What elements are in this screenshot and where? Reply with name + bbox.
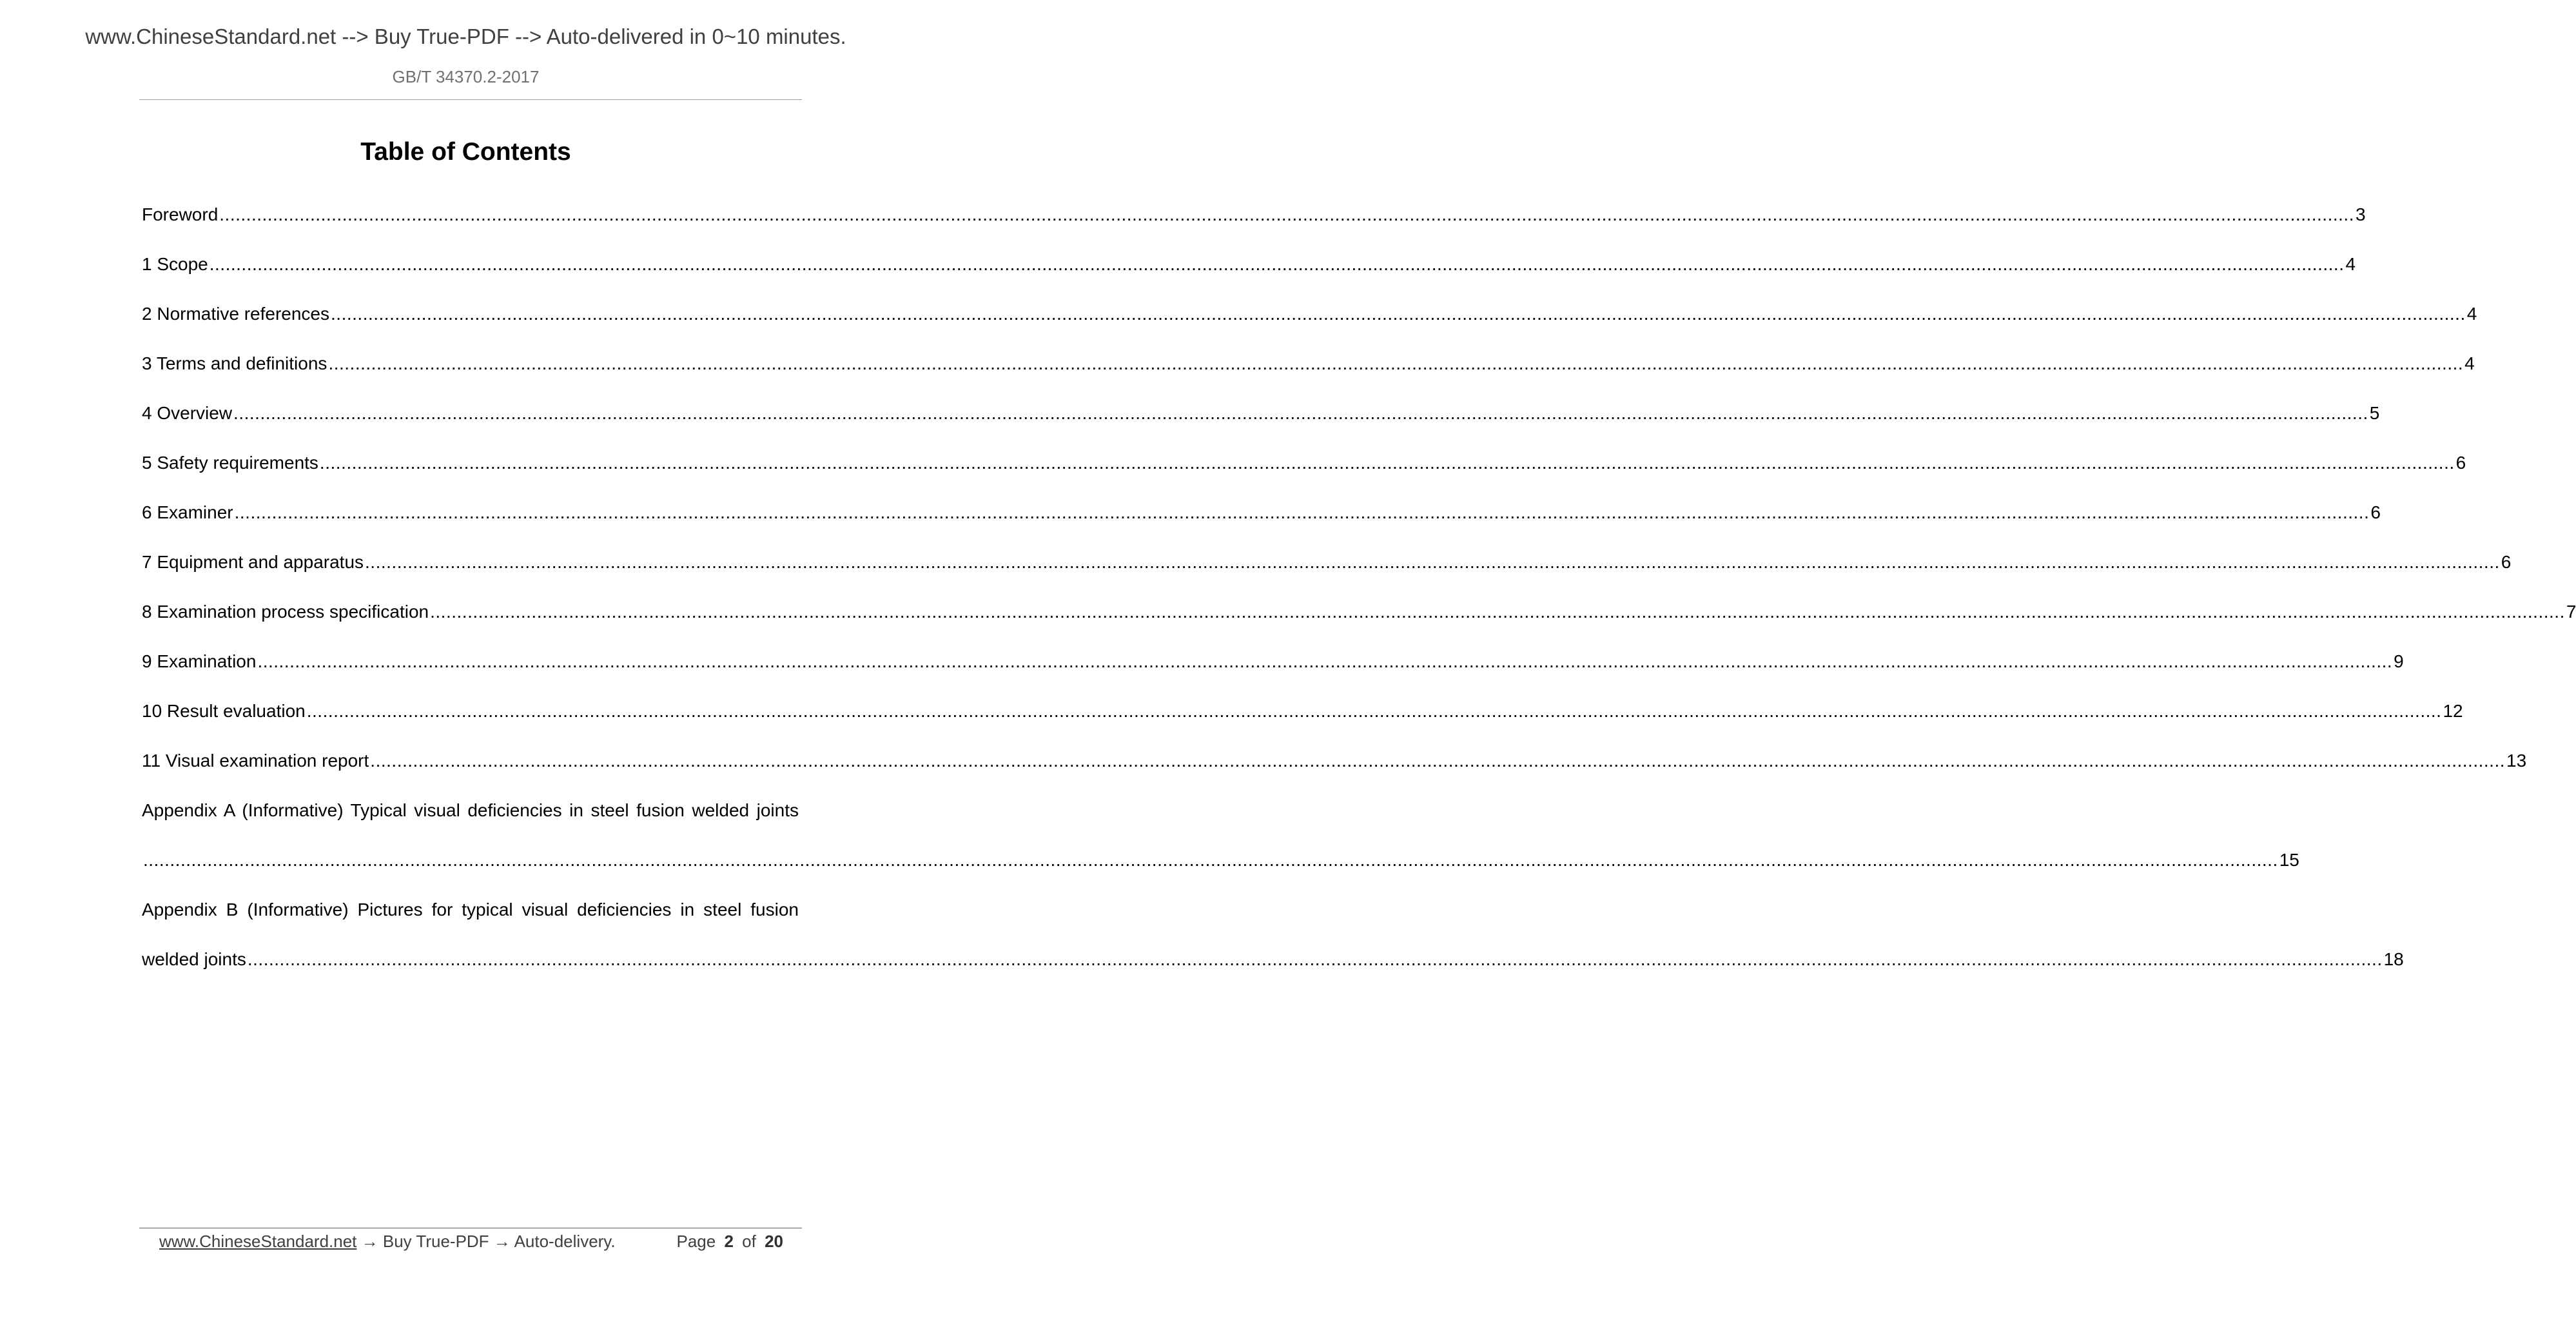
toc-entry-appendix-a-leader[interactable] (142, 850, 2299, 876)
toc-entry-examination[interactable] (142, 651, 2404, 677)
footer-site-link[interactable]: www.ChineseStandard.net (159, 1232, 357, 1251)
toc-entry-page: 12 (2443, 701, 2463, 721)
toc-entry-page: 18 (2383, 949, 2404, 969)
toc-entry-result-evaluation[interactable] (142, 701, 2463, 727)
toc-leader-dots: ................................................................................................................................................................................................................................................................................................................................................................................................................ (328, 353, 2464, 373)
page-total: 20 (765, 1232, 783, 1251)
standard-code: GB/T 34370.2-2017 (392, 67, 540, 86)
toc-entry-label: welded joints (142, 949, 246, 969)
toc-entry-page: 15 (2279, 850, 2299, 870)
toc-entry-normative-references[interactable] (142, 304, 2477, 330)
toc-entry-label: 6 Examiner (142, 502, 233, 522)
top-banner: www.ChineseStandard.net --> Buy True-PDF --> Auto-delivered in 0~10 minutes. (85, 25, 846, 48)
toc-entry-label: 2 Normative references (142, 304, 330, 324)
toc-entry-equipment-and-apparatus[interactable] (142, 552, 2512, 578)
toc-entry-page: 6 (2455, 453, 2466, 473)
toc-entry-foreword[interactable] (142, 204, 2366, 230)
toc-entry-label: 7 Equipment and apparatus (142, 552, 364, 572)
toc-leader-dots: ................................................................................................................................................................................................................................................................................................................................................................................................................ (219, 204, 2354, 224)
toc-entry-overview[interactable] (142, 403, 2380, 429)
toc-leader-dots: ................................................................................................................................................................................................................................................................................................................................................................................................................ (306, 701, 2442, 721)
page-footer (159, 1232, 787, 1255)
toc-entry-label: 10 Result evaluation (142, 701, 306, 721)
toc-entry-page: 4 (2345, 254, 2356, 274)
toc-leader-dots: ................................................................................................................................................................................................................................................................................................................................................................................................................ (430, 602, 2565, 622)
toc-entry-appendix-b-continuation[interactable] (142, 949, 2404, 975)
toc-leader-dots: ................................................................................................................................................................................................................................................................................................................................................................................................................ (143, 850, 2278, 870)
page-current: 2 (724, 1232, 734, 1251)
toc-entry-appendix-a-title[interactable]: Appendix A (Informative) Typical visual deficiencies in steel fusion welded joints (142, 800, 799, 820)
toc-entry-label: 11 Visual examination report (142, 751, 369, 771)
toc-leader-dots: ................................................................................................................................................................................................................................................................................................................................................................................................................ (319, 453, 2455, 473)
toc-entry-page: 9 (2394, 651, 2404, 671)
toc-entry-examiner[interactable] (142, 502, 2381, 528)
toc-entry-visual-examination-report[interactable] (142, 751, 2527, 776)
page-indicator (676, 1232, 787, 1252)
toc-entry-page: 6 (2501, 552, 2512, 572)
toc-leader-dots: ................................................................................................................................................................................................................................................................................................................................................................................................................ (257, 651, 2393, 671)
toc-entry-label: Foreword (142, 204, 219, 224)
toc-entry-label: 5 Safety requirements (142, 453, 318, 473)
toc-leader-dots: ................................................................................................................................................................................................................................................................................................................................................................................................................ (370, 751, 2506, 771)
header-divider (139, 99, 802, 100)
toc-leader-dots: ................................................................................................................................................................................................................................................................................................................................................................................................................ (233, 403, 2368, 423)
toc-leader-dots: ................................................................................................................................................................................................................................................................................................................................................................................................................ (365, 552, 2500, 572)
toc-entry-examination-process-specification[interactable] (142, 602, 2576, 627)
toc-leader-dots: ................................................................................................................................................................................................................................................................................................................................................................................................................ (247, 949, 2383, 969)
toc-title: Table of Contents (360, 138, 571, 166)
toc-entry-label: 8 Examination process specification (142, 602, 429, 622)
toc-entry-page: 5 (2369, 403, 2380, 423)
toc-leader-dots: ................................................................................................................................................................................................................................................................................................................................................................................................................ (331, 304, 2466, 324)
page-of-label: of (742, 1232, 756, 1251)
toc-entry-label: 1 Scope (142, 254, 208, 274)
toc-entry-label: 4 Overview (142, 403, 233, 423)
toc-entry-page: 6 (2370, 502, 2381, 522)
toc-entry-page: 7 (2566, 602, 2576, 622)
toc-entry-safety-requirements[interactable] (142, 453, 2466, 478)
footer-tagline: → Buy True-PDF → Auto-delivery. (356, 1232, 616, 1251)
toc-leader-dots: ................................................................................................................................................................................................................................................................................................................................................................................................................ (234, 502, 2370, 522)
toc-entry-page: 4 (2464, 353, 2475, 373)
toc-leader-dots: ................................................................................................................................................................................................................................................................................................................................................................................................................ (209, 254, 2345, 274)
toc-entry-appendix-b-title[interactable]: Appendix B (Informative) Pictures for typical visual deficiencies in steel fusion (142, 900, 799, 920)
toc-entry-scope[interactable] (142, 254, 2356, 280)
toc-entry-page: 4 (2466, 304, 2477, 324)
toc-entry-label: 3 Terms and definitions (142, 353, 327, 373)
toc-entry-terms-and-definitions[interactable] (142, 353, 2475, 379)
toc-entry-page: 13 (2506, 751, 2527, 771)
toc-entry-label: 9 Examination (142, 651, 257, 671)
page-label: Page (676, 1232, 716, 1251)
toc-entry-page: 3 (2355, 204, 2366, 224)
